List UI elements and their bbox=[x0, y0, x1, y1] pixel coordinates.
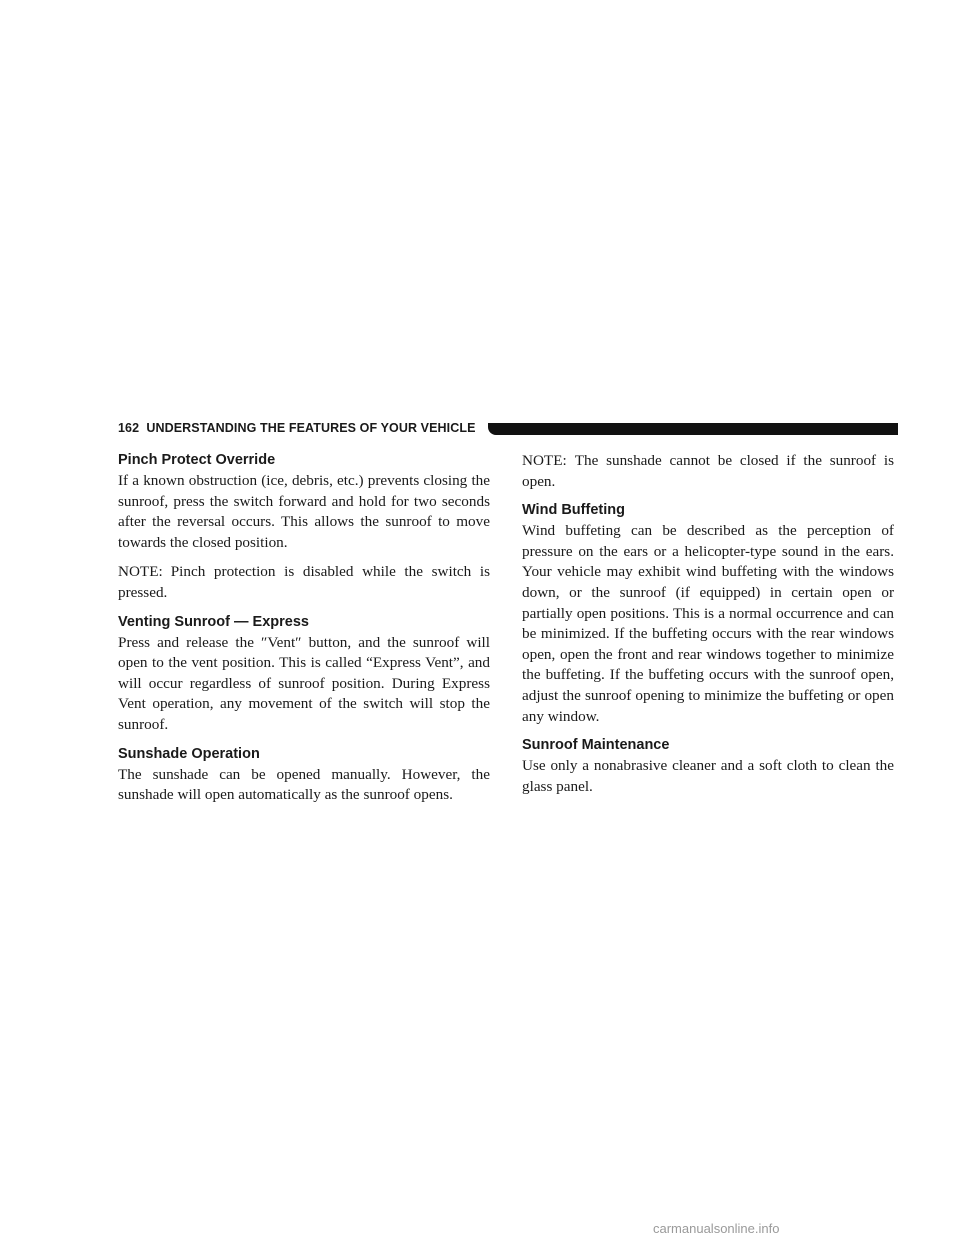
section-sunshade-operation bbox=[118, 745, 490, 806]
left-column bbox=[118, 451, 490, 815]
section-heading: Sunshade Operation bbox=[118, 745, 260, 762]
note-label: NOTE: bbox=[522, 452, 567, 469]
page-number: 162 bbox=[118, 421, 140, 435]
section-body: Press and release the ″Vent″ button, and the sunroof will open to the vent position. This is called “Express Vent”, and will occur regardless of sunroof position. During Express Vent operation, any movement of the switch will stop the sunroof. bbox=[118, 633, 490, 733]
section-body: The sunshade can be opened manually. However, the sunshade will open automatically as the sunroof opens. bbox=[118, 765, 490, 804]
note-text: The sunshade cannot be closed if the sunroof is open. bbox=[522, 452, 894, 490]
section-heading: Pinch Protect Override bbox=[118, 452, 276, 468]
section-body: Use only a nonabrasive cleaner and a soft cloth to clean the glass panel. bbox=[522, 757, 894, 795]
note-paragraph bbox=[522, 451, 894, 492]
section-pinch-protect bbox=[118, 451, 490, 604]
chapter-title: UNDERSTANDING THE FEATURES OF YOUR VEHICLE bbox=[146, 421, 476, 435]
section-wind-buffeting bbox=[522, 501, 894, 727]
note-text: Pinch protection is disabled while the switch is pressed. bbox=[118, 563, 490, 601]
section-heading: Sunroof Maintenance bbox=[522, 737, 670, 754]
section-body: Wind buffeting can be described as the perception of pressure on the ears or a helicopter-type sound in the ears. Your vehicle may exhibit wind buffeting with the windows down, or the sunroof (if equipped) in certain open or partially open positions. This is a normal occurrence and can be minimized. If the buffeting occurs with the rear windows open, open the front and rear windows together to minimize the buffeting. If the buffeting occurs with the sunroof open, adjust the sunroof opening to minimize the buffeting or open any window. bbox=[522, 522, 894, 725]
section-venting-sunroof bbox=[118, 613, 490, 736]
section-heading: Wind Buffeting bbox=[522, 502, 625, 519]
note-paragraph bbox=[118, 562, 490, 603]
watermark: carmanualsonline.info bbox=[653, 1221, 780, 1236]
section-heading: Venting Sunroof — Express bbox=[118, 613, 309, 630]
section-sunroof-maintenance bbox=[522, 736, 894, 797]
header-rule bbox=[488, 423, 898, 435]
section-body: If a known obstruction (ice, debris, etc.) prevents closing the sunroof, press the switch forward and hold for two seconds after the reversal occurs. This allows the sunroof to move towards the closed position. bbox=[118, 472, 490, 551]
running-header bbox=[118, 421, 476, 435]
page-header bbox=[118, 420, 898, 438]
note-label: NOTE: bbox=[118, 563, 163, 581]
right-column bbox=[522, 451, 894, 806]
